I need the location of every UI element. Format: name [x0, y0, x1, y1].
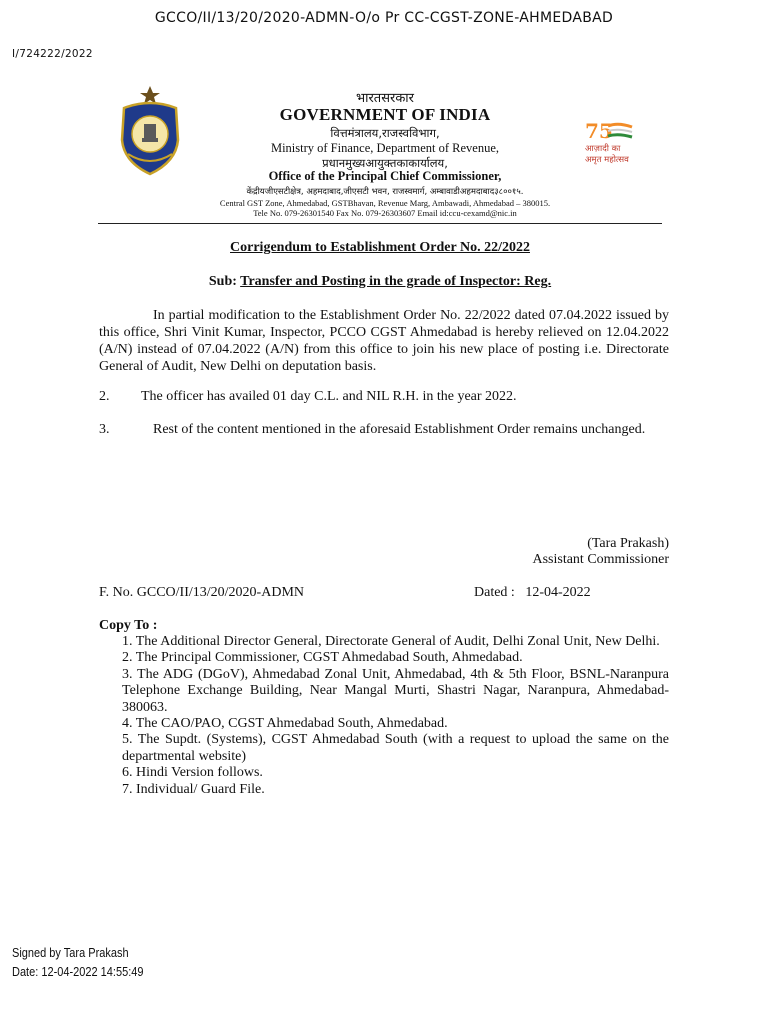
copy-to-item: 6. Hindi Version follows.	[122, 765, 263, 781]
file-reference-number: F. No. GCCO/II/13/20/2020-ADMN	[99, 585, 304, 600]
copy-to-list	[122, 634, 669, 798]
header-divider	[98, 223, 662, 224]
document-title: Corrigendum to Establishment Order No. 22/2022	[230, 240, 530, 255]
paragraph-2-text: The officer has availed 01 day C.L. and NIL R.H. in the year 2022.	[141, 389, 517, 404]
logo-line2: अमृत महोत्सव	[585, 155, 629, 165]
logo-number: 75	[585, 119, 613, 143]
copy-to-item: 3. The ADG (DGoV), Ahmedabad Zonal Unit, Ahmedabad, 4th & 5th Floor, BSNL-Naranpura Telephone Exchange Building, Near Mangal Murti, Shastri Nagar, Naranpura, Ahmedabad-380063.	[122, 666, 669, 715]
header-ministry: Ministry of Finance, Department of Revenue,	[270, 141, 500, 155]
header-government-of-india: GOVERNMENT OF INDIA	[279, 105, 491, 124]
header-hindi-govt: भारतसरकार	[355, 91, 414, 106]
copy-to-item: 7. Individual/ Guard File.	[122, 781, 265, 797]
copy-to-item: 4. The CAO/PAO, CGST Ahmedabad South, Ahmedabad.	[122, 716, 448, 732]
paragraph-3-text: Rest of the content mentioned in the aforesaid Establishment Order remains unchanged.	[153, 422, 646, 437]
copy-to-item: 2. The Principal Commissioner, CGST Ahmedabad South, Ahmedabad.	[122, 650, 523, 666]
header-office: Office of the Principal Chief Commissioner,	[268, 169, 502, 183]
file-number: I/724222/2022	[12, 48, 93, 60]
subject-line	[98, 274, 662, 290]
signatory-name: (Tara Prakash)	[587, 536, 669, 551]
paragraph-3	[99, 421, 669, 438]
paragraph-2	[99, 388, 669, 405]
subject-text: Transfer and Posting in the grade of Inspector: Reg.	[240, 274, 552, 289]
header-address: Central GST Zone, Ahmedabad, GSTBhavan, Revenue Marg, Ambawadi, Ahmedabad – 380015.	[219, 198, 551, 208]
paragraph-1: In partial modification to the Establishment Order No. 22/2022 dated 07.04.2022 issued by this office, Shri Vinit Kumar, Inspector, PCCO CGST Ahmedabad is hereby relieved on 12.04.2022 (A/N) instead of 07.04.2022 (A/N) from this office to join his new place of posting i.e. Directorate General of Audit, New Delhi on deputation basis.	[99, 308, 669, 374]
header-hindi-office: प्रधानमुख्यआयुक्तकाकार्यालय,	[322, 156, 448, 170]
top-reference: GCCO/II/13/20/2020-ADMN-O/o Pr CC-CGST-ZONE-AHMEDABAD	[154, 10, 614, 26]
paragraph-2-number: 2.	[99, 389, 110, 404]
paragraph-3-number: 3.	[99, 422, 110, 437]
subject-prefix: Sub:	[208, 274, 241, 289]
copy-to-heading: Copy To :	[99, 618, 158, 633]
copy-to-item: 5. The Supdt. (Systems), CGST Ahmedabad South (with a request to upload the same on the departmental website)	[122, 732, 669, 764]
signatory-designation: Assistant Commissioner	[532, 552, 669, 567]
dated-field: Dated : 12-04-2022	[474, 585, 591, 600]
header-contact: Tele No. 079-26301540 Fax No. 079-26303607 Email id:ccu-cexamd@nic.in	[253, 208, 517, 218]
copy-to-item: 1. The Additional Director General, Directorate General of Audit, Delhi Zonal Unit, New Delhi.	[122, 634, 660, 649]
header-hindi-address: केंद्रीयजीएसटीक्षेत्र, अहमदाबाद,जीएसटी भवन, राजस्वमार्ग, अम्बावाडीअहमदाबाद३८००१५.	[246, 187, 524, 197]
logo-line1: आज़ादी का	[585, 144, 621, 154]
header-hindi-ministry: वित्तमंत्रालय,राजस्वविभाग,	[330, 126, 440, 140]
digital-signature-date: Date: 12-04-2022 14:55:49	[12, 965, 144, 979]
digital-signature-name: Signed by Tara Prakash	[12, 946, 129, 960]
